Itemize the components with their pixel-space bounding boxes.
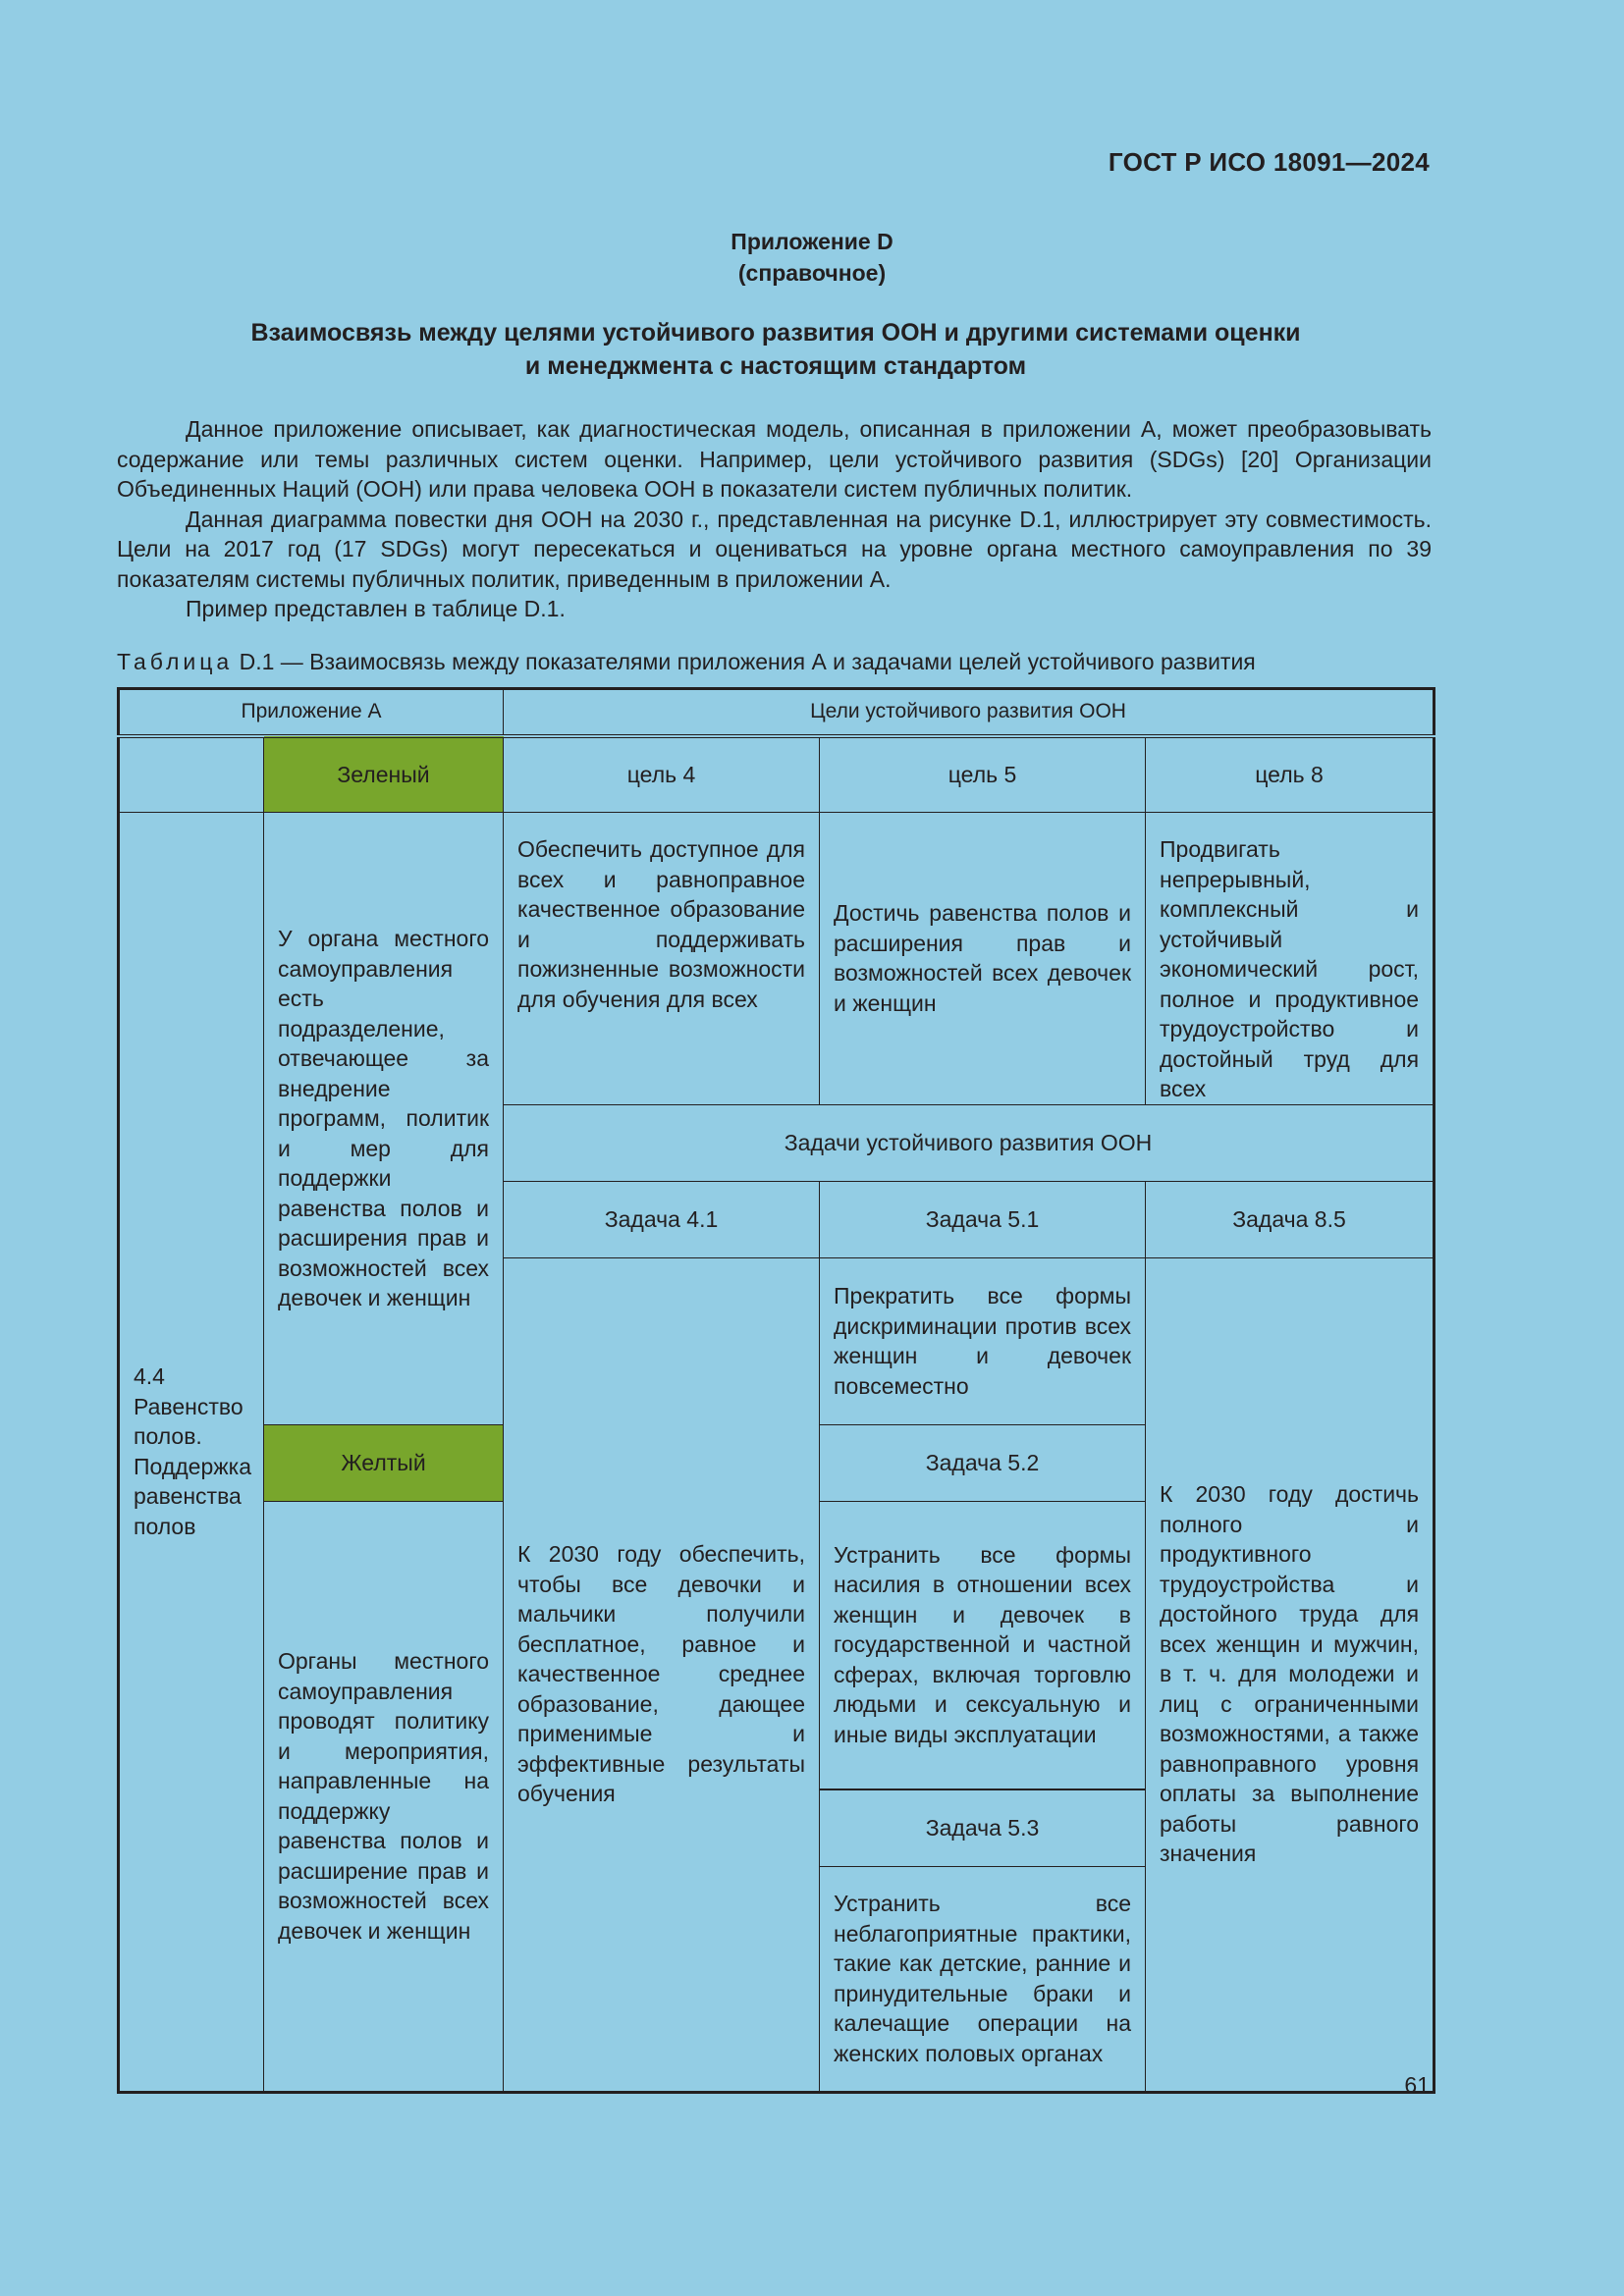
standard-code: ГОСТ Р ИСО 18091—2024 <box>1108 147 1430 177</box>
sdg-mapping-table <box>117 687 1435 2094</box>
goal-5-text: Достичь равенства полов и расширения прав и возможностей всех девочек и женщин <box>820 813 1146 1105</box>
task-4-1-text: К 2030 году обеспечить, чтобы все девочки и мальчики получили бесплатное, равное и качественное среднее образование, дающее применимые и эффективные результаты обучения <box>504 1257 820 2092</box>
paragraph: Данное приложение описывает, как диагностическая модель, описанная в приложении А, может преобразовывать содержание или темы различных систем оценки. Например, цели устойчивого развития (SDGs) [20] Организации Объединенных Наций (ООН) или права человека ООН в показатели систем публичных политик. <box>117 416 1432 502</box>
task-5-1-text: Прекратить все формы дискриминации против всех женщин и девочек повсеместно <box>820 1257 1146 1424</box>
green-level-description: У органа местного самоуправления есть подразделение, отвечающее за внедрение программ, политик и мер для поддержки равенства полов и расширения прав и возможностей всех девочек и женщин <box>264 813 504 1425</box>
table-caption-label: Таблица <box>117 649 234 674</box>
appendix-heading <box>0 226 1624 289</box>
goal-5-header: цель 5 <box>820 736 1146 813</box>
table-caption <box>117 647 1256 676</box>
goal-4-text: Обеспечить доступное для всех и равноправное качественное образование и поддерживать пожизненные возможности для обучения для всех <box>504 813 820 1105</box>
goal-8-text: Продвигать непрерывный, комплексный и устойчивый экономический рост, полное и продуктивное трудоустройство и достойный труд для всех <box>1146 813 1435 1105</box>
task-4-1-header: Задача 4.1 <box>504 1181 820 1257</box>
task-8-5-text: К 2030 году достичь полного и продуктивного трудоустройства и достойного труда для всех женщин и мужчин, в т. ч. для молодежи и лиц с ограниченными возможностями, а также равноправного уровня оплаты за выполнение работы равного значения <box>1146 1257 1435 2092</box>
task-5-1-header: Задача 5.1 <box>820 1181 1146 1257</box>
table-caption-text: D.1 — Взаимосвязь между показателями приложения А и задачами целей устойчивого развития <box>239 649 1256 674</box>
appendix-title: Приложение D <box>731 229 893 254</box>
paragraph: Данная диаграмма повестки дня ООН на 2030 г., представленная на рисунке D.1, иллюстрирует эту совместимость. Цели на 2017 год (17 SDGs) могут пересекаться и оцениваться на уровне органа местного самоуправления по 39 показателям системы публичных политик, приведенным в приложении А. <box>117 506 1432 592</box>
task-5-3-text: Устранить все неблагоприятные практики, такие как детские, ранние и принудительные браки и калечащие операции на женских половых органах <box>820 1866 1146 2092</box>
green-level-label: Зеленый <box>264 736 504 813</box>
yellow-level-label: Желтый <box>264 1424 504 1501</box>
empty-cell <box>119 736 264 813</box>
task-5-3-header: Задача 5.3 <box>820 1789 1146 1866</box>
yellow-level-description: Органы местного самоуправления проводят политику и мероприятия, направленные на поддержку равенства полов и расширение прав и возможностей всех девочек и женщин <box>264 1501 504 2092</box>
goal-8-header: цель 8 <box>1146 736 1435 813</box>
paragraph: Пример представлен в таблице D.1. <box>186 596 566 621</box>
header-sdg-goals: Цели устойчивого развития ООН <box>504 689 1435 736</box>
goal-4-header: цель 4 <box>504 736 820 813</box>
task-5-2-text: Устранить все формы насилия в отношении всех женщин и девочек в государственной и частной сферах, включая торговлю людьми и сексуальную и иные виды эксплуатации <box>820 1501 1146 1789</box>
header-appendix-a: Приложение А <box>119 689 504 736</box>
body-text <box>117 414 1432 624</box>
appendix-subtitle: (справочное) <box>737 260 887 286</box>
main-title-line-1: Взаимосвязь между целями устойчивого развития ООН и другими системами оценки <box>250 319 1301 347</box>
tasks-header: Задачи устойчивого развития ООН <box>504 1104 1435 1181</box>
task-5-2-header: Задача 5.2 <box>820 1424 1146 1501</box>
indicator-cell: 4.4 Равенство полов. Поддержка равенства полов <box>119 813 264 2093</box>
main-title <box>118 316 1434 383</box>
task-8-5-header: Задача 8.5 <box>1146 1181 1435 1257</box>
main-title-line-2: и менеджмента с настоящим стандартом <box>524 352 1027 380</box>
page-number: 61 <box>1404 2072 1430 2098</box>
